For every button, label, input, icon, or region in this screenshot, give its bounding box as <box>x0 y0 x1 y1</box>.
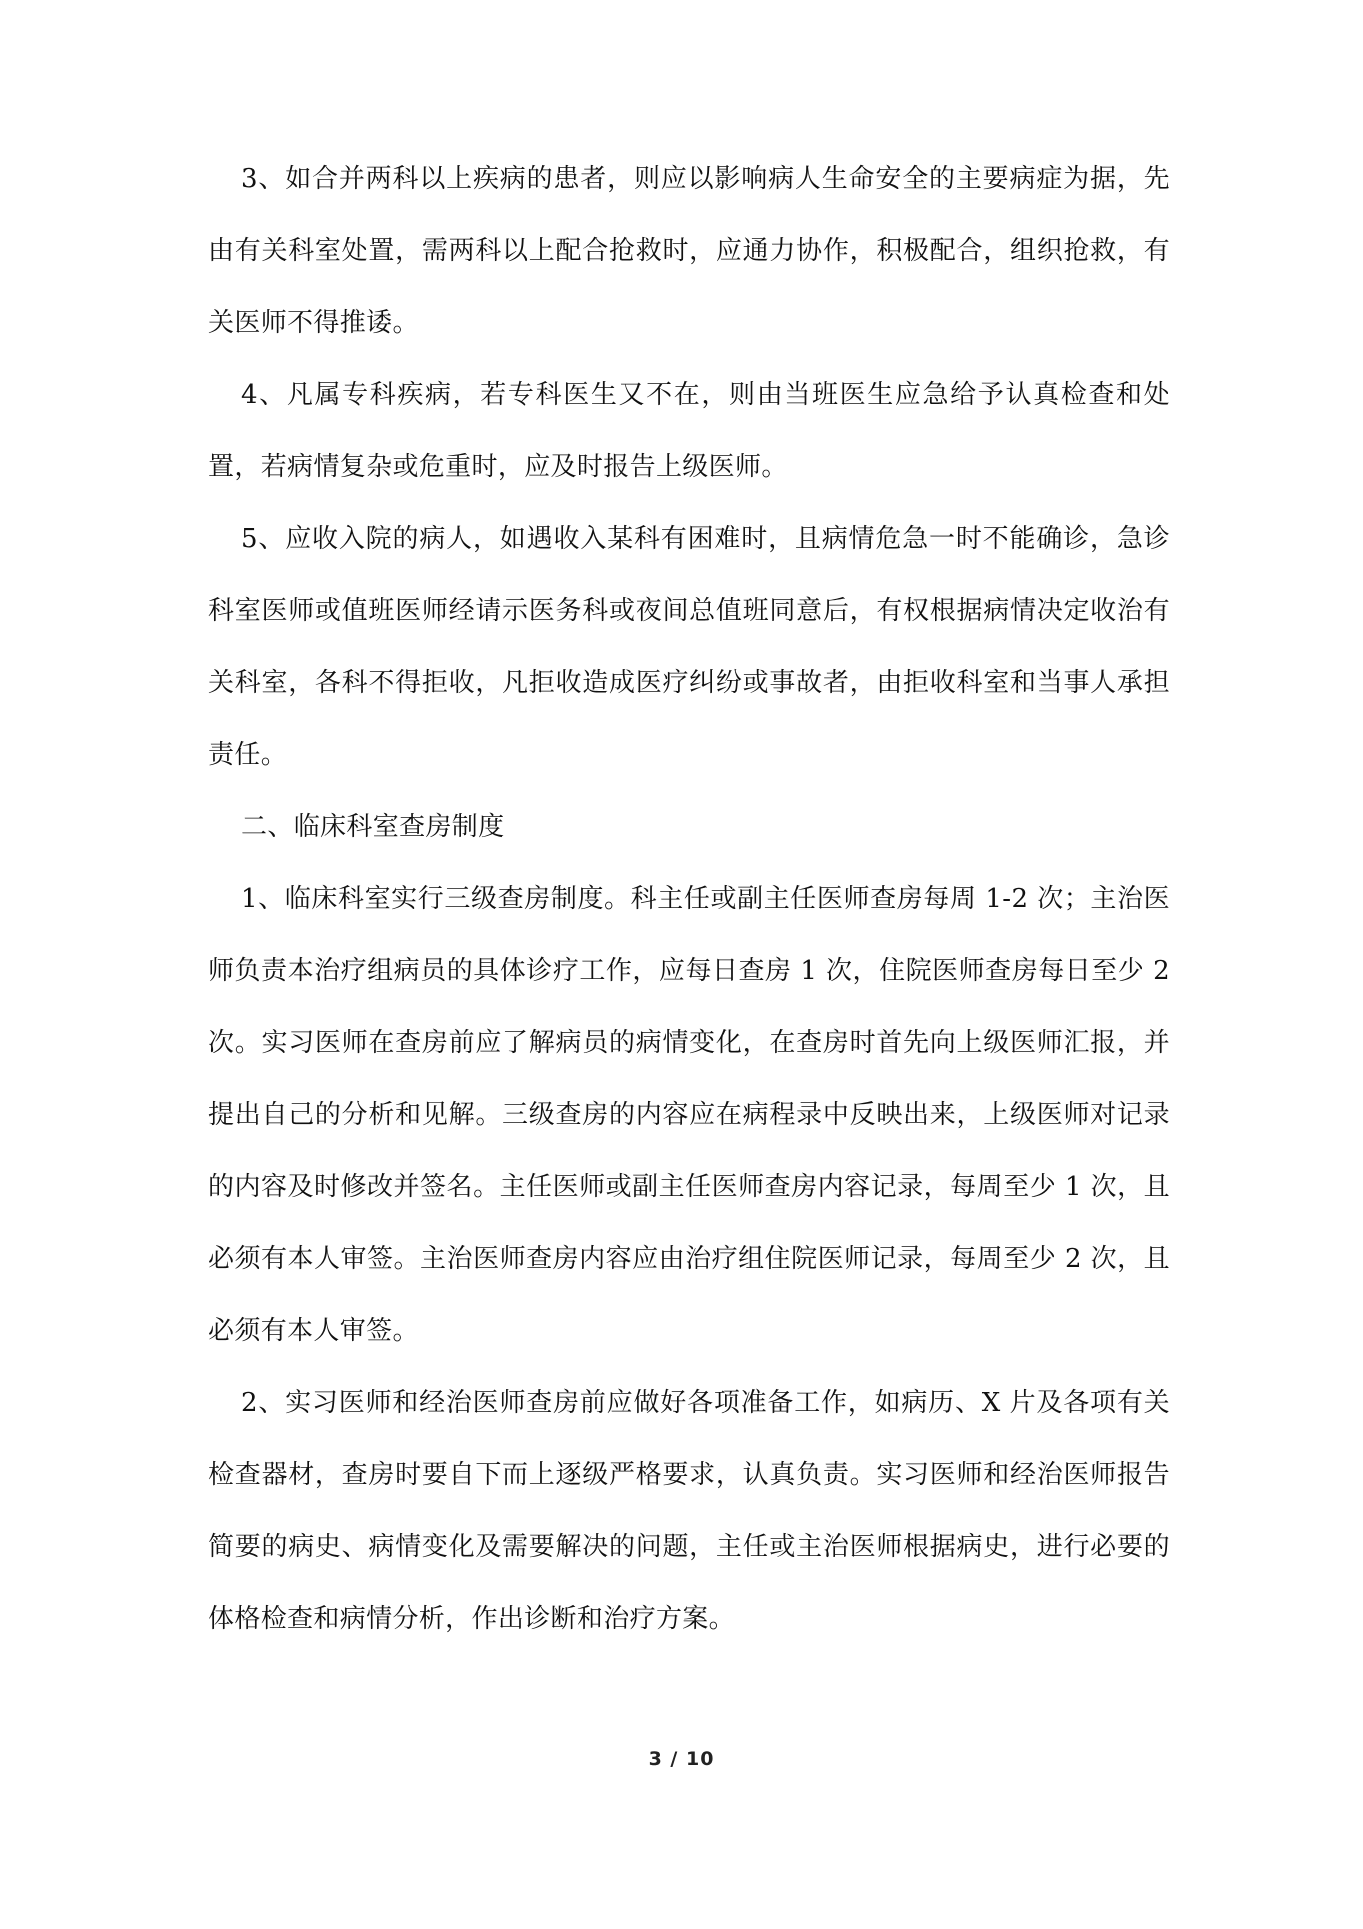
paragraph-round-preparation: 2、实习医师和经治医师查房前应做好各项准备工作，如病历、X 片及各项有关检查器材，查房时要自下而上逐级严格要求，认真负责。实习医师和经治医师报告简要的病史、病情变化及需要解决的问题，主任或主治医师根据病史，进行必要的体格检查和病情分析，作出诊断和治疗方案。 <box>208 1388 1170 1634</box>
paragraph-emergency-multi-department: 3、如合并两科以上疾病的患者，则应以影响病人生命安全的主要病症为据，先由有关科室处置，需两科以上配合抢救时，应通力协作，积极配合，组织抢救，有关医师不得推诿。 <box>208 164 1170 338</box>
paragraph-three-level-rounds: 1、临床科室实行三级查房制度。科主任或副主任医师查房每周 1-2 次；主治医师负责本治疗组病员的具体诊疗工作，应每日查房 1 次，住院医师查房每日至少 2 次。实习医师在查房前应了解病员的病情变化，在查房时首先向上级医师汇报，并提出自己的分析和见解。三级查房的内容应在病程录中反映出来，上级医师对记录的内容及时修改并签名。主任医师或副主任医师查房内容记录，每周至少 1 次，且必须有本人审签。主治医师查房内容应由治疗组住院医师记录，每周至少 2 次，且必须有本人审签。 <box>208 884 1170 1346</box>
paragraph-specialty-disease: 4、凡属专科疾病，若专科医生又不在，则由当班医生应急给予认真检查和处置，若病情复杂或危重时，应及时报告上级医师。 <box>208 380 1170 482</box>
section-heading-ward-round-system: 二、临床科室查房制度 <box>241 812 505 842</box>
document-body <box>208 143 1170 1655</box>
paragraph-admission-rule: 5、应收入院的病人，如遇收入某科有困难时，且病情危急一时不能确诊，急诊科室医师或值班医师经请示医务科或夜间总值班同意后，有权根据病情决定收治有关科室，各科不得拒收，凡拒收造成医疗纠纷或事故者，由拒收科室和当事人承担责任。 <box>208 524 1170 770</box>
page-number: 3 / 10 <box>648 1748 715 1770</box>
